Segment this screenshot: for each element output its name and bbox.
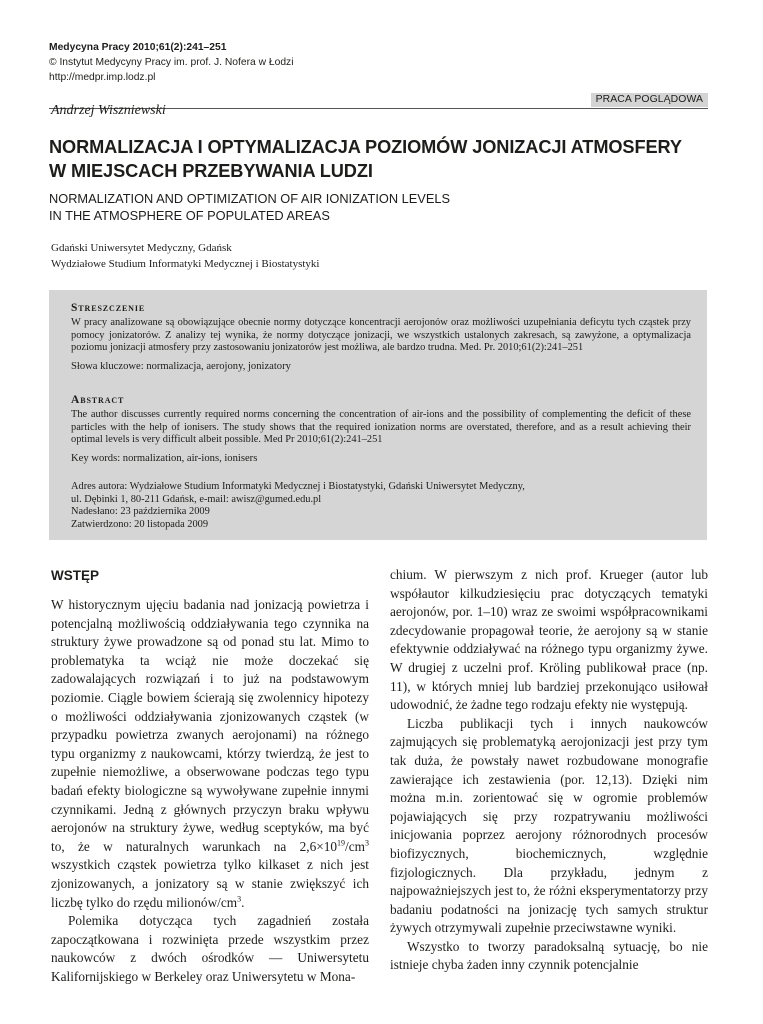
body-paragraph: chium. W pierwszym z nich prof. Krueger (autor lub współautor kilkudziesięciu prac dotyczących tematyki aerojonów, por. 1–10) wraz ze swoimi współpracownikami zdecydowanie propagował teorie, że aerojony są w stanie efektywnie oddziaływać na różnego typu organizmy żywe. W drugiej z uczelni prof. Kröling publikował prace (np. 11), w których mniej lub bardziej przekonująco usiłował udowodnić, że żadne tego rodzaju efekty nie występują. [390, 567, 708, 713]
abstract-heading: Abstract [71, 394, 125, 406]
received-date: Nadesłano: 23 października 2009 [71, 506, 210, 518]
abstract-keywords: Key words: normalization, air-ions, ionisers [71, 452, 258, 464]
abstract-box [49, 290, 707, 540]
body-paragraph: W historycznym ujęciu badania nad jonizacją powietrza i potencjalną możliwością oddziaływania tego czynnika na struktury żywe prowadzone są od ponad stu lat. Mimo to problematyka ta wciąż nie może doczekać się zadowalających rozwiązań i to już na podstawowym poziomie. Ciągle bowiem ścierają się zwolennicy hipotezy o możliwości oddziaływania zjonizowanych cząstek (w przypadku powietrza zwanych aerojonami) na różnego typu organizmy z naukowcami, którzy twierdzą, że jest to zupełnie niemożliwe, a obserwowane podczas tego typu badań efekty biologiczne są wywoływane zupełnie innymi czynnikami. Jedną z głównych przyczyn braku wpływu aerojonów na struktury żywe, według sceptyków, ma być to, że w naturalnych warunkach na $2,6\times 10^{19}/cm^3$ wszystkich cząstek powietrza tylko kilkaset z nich jest zjonizowanych, a jonizatory są w stanie zwiększyć ich liczbę tylko do rzędu milionów/$cm^3$. [51, 597, 369, 910]
streszczenie-keywords: Słowa kluczowe: normalizacja, aerojony, jonizatory [71, 360, 291, 372]
address-line: Adres autora: Wydziałowe Studium Informatyki Medycznej i Biostatystyki, Gdański Uniwersytet Medyczny, [71, 481, 525, 492]
streszczenie-text: W pracy analizowane są obowiązujące obecnie normy dotyczące koncentracji aerojonów oraz możliwości uzupełniania deficytu tych cząstek przy pomocy jonizatorów. Z analizy tej wynika, że normy dotyczące jonizacji, we wszystkich ustalonych zakresach, są zawyżone, a optymalizacja poziomu jonizacji atmosfery przy zastosowaniu jonizatorów jest możliwa, ale bardzo trudna. Med. Pr. 2010;61(2):241–251 [71, 317, 691, 354]
author-name: Andrzej Wiszniewski [51, 103, 166, 118]
title-english-line: NORMALIZATION AND OPTIMIZATION OF AIR IONIZATION LEVELS [49, 191, 451, 206]
body-paragraph: Wszystko to tworzy paradoksalną sytuację, bo nie istnieje chyba żaden inny czynnik potencjalnie [390, 938, 708, 973]
streszczenie-section [71, 302, 691, 374]
affiliation-line: Gdański Uniwersytet Medyczny, Gdańsk [51, 242, 232, 254]
body-column-right [390, 566, 708, 975]
address-line: ul. Dębinki 1, 80-211 Gdańsk, e-mail: awisz@gumed.edu.pl [71, 493, 322, 505]
affiliation-line: Wydziałowe Studium Informatyki Medycznej i Biostatystyki [51, 258, 320, 270]
section-heading-wstep: WSTĘP [51, 568, 100, 583]
journal-url[interactable]: http://medpr.imp.lodz.pl [49, 72, 156, 83]
streszczenie-heading: Streszczenie [71, 302, 146, 314]
abstract-section [71, 394, 691, 466]
body-paragraph: Polemika dotycząca tych zagadnień została zapoczątkowana i rozwinięta przede wszystkim przez naukowców z dwóch ośrodków — Uniwersytetu Kalifornijskiego w Berkeley oraz Uniwersytetu w Mona- [51, 913, 369, 984]
body-column-left [51, 596, 369, 986]
body-paragraph: Liczba publikacji tych i innych naukowców zajmujących się problematyką aerojonizacji jest przy tym tak duża, że powstały nawet rozbudowane monografie zawierające ich zestawienia (por. 12,13). Dzięki nim można m.in. zorientować się w ogromie problemów pojawiających się przy rozpatrywaniu możliwości inicjowania poprzez aerojony różnorodnych procesów biofizycznych, biochemicznych, względnie fizjologicznych. Dla przykładu, jednym z najpoważniejszych jest to, że różni eksperymentatorzy przy badaniu podatności na jonizację tych samych struktur żywych otrzymywali zupełnie przeciwstawne wyniki. [390, 715, 708, 936]
title-polish [49, 136, 719, 183]
journal-citation: Medycyna Pracy 2010;61(2):241–251 [49, 42, 227, 53]
title-polish-line: W MIEJSCACH PRZEBYWANIA LUDZI [49, 160, 373, 181]
copyright-line: © Instytut Medycyny Pracy im. prof. J. Nofera w Łodzi [49, 57, 294, 68]
title-english [49, 191, 709, 224]
title-english-line: IN THE ATMOSPHERE OF POPULATED AREAS [49, 207, 330, 223]
accepted-date: Zatwierdzono: 20 listopada 2009 [71, 519, 209, 531]
journal-header [49, 40, 294, 85]
author-address [71, 481, 691, 532]
abstract-text: The author discusses currently required norms concerning the concentration of air-ions and the possibility of complementing the deficit of these particles with the help of ionisers. The study shows that the required ionization norms are overstated, therefore, and as a result achieving their optimal levels is very difficult albeit possible. Med Pr 2010;61(2):241–251 [71, 409, 691, 446]
article-type-badge: PRACA POGLĄDOWA [591, 93, 708, 107]
affiliations [51, 240, 320, 272]
title-polish-line: NORMALIZACJA I OPTYMALIZACJA POZIOMÓW JONIZACJI ATMOSFERY [49, 137, 682, 157]
